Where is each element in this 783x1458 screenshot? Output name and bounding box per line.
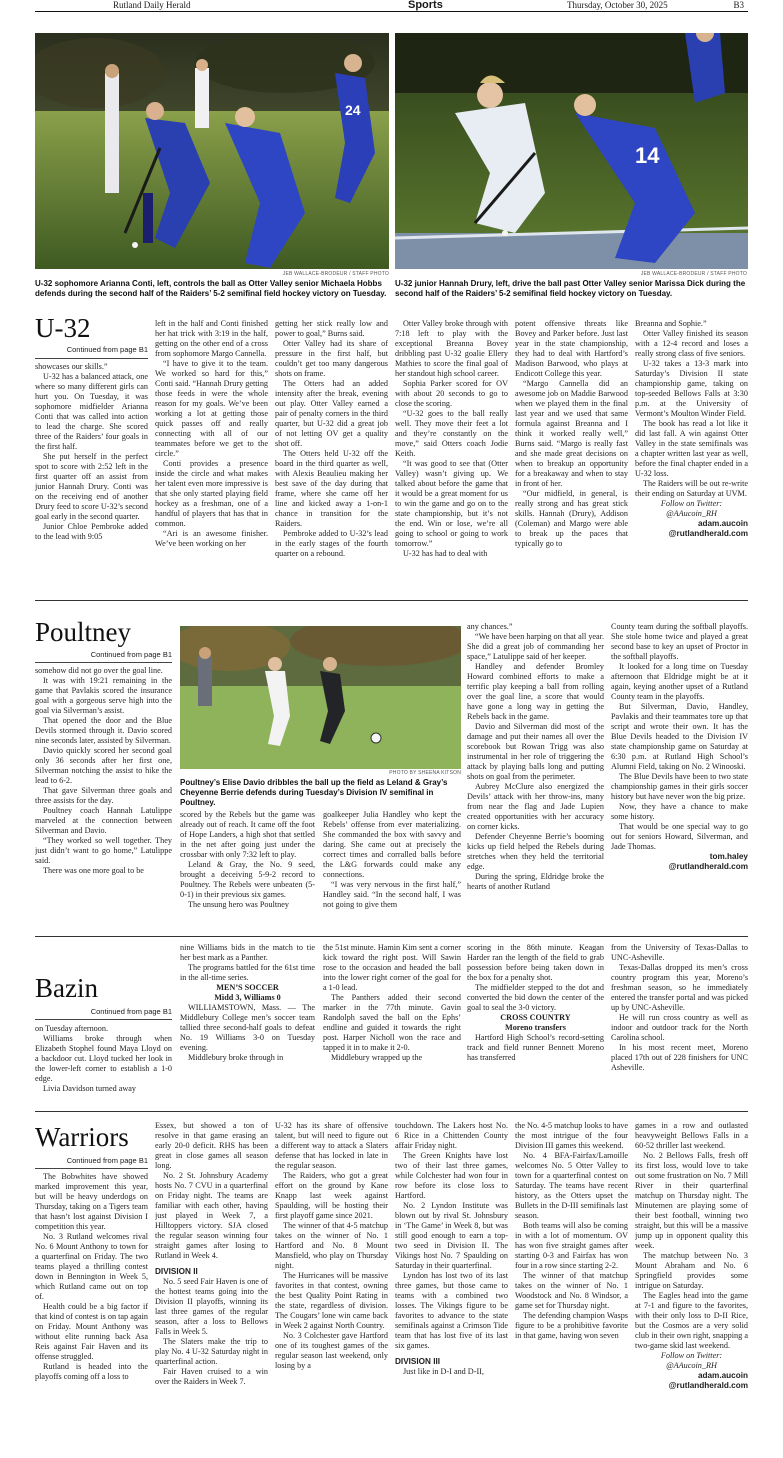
- subhead-cross-country: CROSS COUNTRY: [500, 1013, 571, 1022]
- paragraph: The winner of that 4-5 matchup takes on the winner of No. 1 Hartford and No. 8 Mount Mansfield, who play on Thursday night.: [275, 1221, 388, 1270]
- paragraph: Texas-Dallas dropped its men’s cross country program this year, Moreno’s freshman season, so he immediately entered the transfer portal and was picked up by UNC-Asheville.: [611, 963, 748, 1012]
- paragraph: The defending champion Wasps figure to be a prohibitive favorite in that game, having won seven: [515, 1311, 628, 1340]
- headline-rule: [35, 1019, 172, 1020]
- bazin-column-1: [35, 1024, 172, 1104]
- paragraph: nine Williams bids in the match to tie her best mark as a Panther.: [180, 943, 315, 962]
- paragraph: The Slaters make the trip to play No. 4 U-32 Saturday night in quarterfinal action.: [155, 1337, 268, 1366]
- bazin-column-5: [611, 943, 748, 1104]
- paragraph: Aubrey McClure also energized the Devils’ attack with her throw-ins, many from near the flag and Jade Lupien created opportunities with her accuracy on corner kicks.: [467, 782, 604, 831]
- paragraph: Williams broke through when Elizabeth Stophel found Maya Lloyd on a backdoor cut. Lloyd tucked her look in the lower-left corner to establish a 1-0 edge.: [35, 1034, 172, 1083]
- paragraph: goalkeeper Julia Handley who kept the Rebels’ offense from ever materializing. She commanded the box with savvy and daring. She came out at precisely the correct times and corralled balls before the L&G forwards could make any connections.: [323, 810, 461, 879]
- byline-domain: @rutlandherald.com: [668, 862, 748, 871]
- paragraph: County team during the softball playoffs. She stole home twice and played a great second base to key an upset of Proctor in the softball playoffs.: [611, 622, 748, 661]
- paragraph: Poultney coach Hannah Latulippe marveled at the connection between Silverman and Davio.: [35, 806, 172, 835]
- paragraph: U-32 has its share of offensive talent, but will need to figure out a different way to attack a Slaters defense that has locked in late in the regular season.: [275, 1121, 388, 1170]
- paragraph: Sophia Parker scored for OV with about 20 seconds to go to close the scoring.: [395, 379, 508, 408]
- byline-domain: @rutlandherald.com: [668, 529, 748, 538]
- paragraph: Middlebury broke through in: [188, 1053, 284, 1062]
- page-header: [35, 0, 748, 12]
- paragraph: left in the half and Conti finished her hat trick with 3:19 in the half, getting on the other end of a cross from sophomore Margo Cannella.: [155, 319, 268, 358]
- photo-caption-3: Poultney’s Elise Davio dribbles the ball up the field as Leland & Gray’s Cheyenne Berrie defends during Tuesday’s Division IV semifinal in Poultney.: [180, 778, 448, 807]
- paragraph: The Bobwhites have showed marked improvement this year, but will be heavy underdogs on Thursday, taking on a Tigers team that hasn’t lost against Division I competition this year.: [35, 1172, 148, 1231]
- paragraph: Handley and defender Bromley Howard combined efforts to make a terrific play keeping a ball from rolling over the goal line, a score that would have gone a long way in getting the Rebels back in the game.: [467, 662, 604, 721]
- paragraph: No. 3 Colchester gave Hartford one of its toughest games of the regular season last weekend, only losing by a: [275, 1331, 388, 1370]
- story-divider: [35, 600, 748, 601]
- paragraph: “Our midfield, in general, is really strong and has great stick skills. Hannah (Drury), Addison (Coleman) and Margo were able to break up the paces that typically go to: [515, 489, 628, 548]
- paragraph: The matchup between No. 3 Mount Abraham and No. 6 Springfield provides some intrigue on Saturday.: [635, 1251, 748, 1290]
- section-name: Sports: [408, 0, 443, 11]
- subhead-score: Midd 3, Williams 0: [214, 993, 281, 1002]
- warriors-column-1: [35, 1172, 148, 1456]
- warriors-column-4: [395, 1121, 508, 1456]
- paragraph: U-32 has had to deal with: [403, 549, 488, 558]
- paragraph: showcases our skills.”: [35, 362, 108, 371]
- paragraph: scoring in the 86th minute. Keagan Harder ran the length of the field to grab possession before being taken down in the box for a penalty shot.: [467, 943, 604, 982]
- paragraph: The unsung hero was Poultney: [188, 900, 289, 909]
- twitter-handle: Follow on Twitter: @AAucoin_RH: [660, 1351, 723, 1370]
- u32-column-1: [35, 362, 148, 590]
- paragraph: No. 2 Bellows Falls, fresh off its first loss, would love to take out some frustration on No. 7 Mill River in their quarterfinal matchup on Thursday night. The Minutemen are playing some of their best football, winning two straight, but this will be a massive jump up in opponent quality this week.: [635, 1151, 748, 1250]
- headline-poultney: Poultney: [35, 617, 132, 647]
- issue-date: Thursday, October 30, 2025: [567, 0, 668, 10]
- paragraph: getting her stick really low and power to goal,” Burns said.: [275, 319, 388, 338]
- paragraph: During the spring, Eldridge broke the hearts of another Rutland: [467, 872, 604, 891]
- paragraph: Pembroke added to U-32’s lead in the early stages of the fourth quarter on a rebound.: [275, 529, 388, 558]
- paragraph: She put herself in the perfect spot to score with 2:52 left in the first quarter off an assist from junior Hannah Drury. Conti was on the receiving end of another Drury feed to score U-32’s second goal early in the second quarter.: [35, 452, 148, 521]
- paragraph: “They worked so well together. They just didn’t want to go home,” Latulippe said.: [35, 836, 172, 865]
- headline-rule: [35, 1168, 148, 1169]
- paragraph: U-32 takes a 13-3 mark into Saturday’s Division II state championship game, taking on top-seeded Bellows Falls at 3:30 p.m. at the University of Vermont’s Moulton Winder Field.: [635, 359, 748, 418]
- byline-domain: @rutlandherald.com: [668, 1381, 748, 1390]
- paragraph: Junior Chloe Pembroke added to the lead with 9:05: [35, 522, 148, 541]
- paragraph: No. 3 Rutland welcomes rival No. 6 Mount Anthony to town for a quarterfinal on Friday. The two teams played a thrilling contest down in Bennington in Week 5, which Rutland came out on top of.: [35, 1232, 148, 1301]
- paragraph: That would be one special way to go out for seniors Howard, Silverman, and Jade Thomas.: [611, 822, 748, 851]
- photo-caption-1: U-32 sophomore Arianna Conti, left, controls the ball as Otter Valley senior Michaela Hobbs defends during the second half of the Raiders’ 5-2 semifinal field hockey victory on Tuesday.: [35, 279, 387, 298]
- paragraph: No. 2 Lyndon Institute was blown out by rival St. Johnsbury in ‘The Game’ in Week 8, but was still good enough to earn a top-two seed in Division II. The Vikings host No. 7 Spaulding on Saturday in their quarterfinal.: [395, 1201, 508, 1270]
- paragraph: The midfielder stepped to the dot and converted the bid down the center of the goal to seal the 3-0 victory.: [467, 983, 604, 1012]
- u32-column-6: [635, 319, 748, 589]
- story-divider: [35, 1111, 748, 1112]
- paragraph: “Ari is an awesome finisher. We’ve been working on her: [155, 529, 268, 548]
- paragraph: In his most recent meet, Moreno placed 17th out of 228 finishers for UNC Asheville.: [611, 1043, 748, 1072]
- bazin-column-4: [467, 943, 604, 1104]
- byline-email: adam.aucoin: [697, 1371, 748, 1380]
- photo-caption-2: U-32 junior Hannah Drury, left, drive the ball past Otter Valley senior Marissa Dick during the second half of the Raiders’ 5-2 semifinal field hockey victory on Tuesday.: [395, 279, 746, 298]
- paragraph: No. 4 BFA-Fairfax/Lamoille welcomes No. 5 Otter Valley to town for a quarterfinal contest on Saturday. The teams have recent history, as the Otters upset the Bullets in the D-III semifinals last season.: [515, 1151, 628, 1220]
- photo-field-hockey-2: [395, 33, 748, 269]
- paragraph: The Eagles head into the game at 7-1 and figure to the favorites, with their only loss to D-II Rice, but the Cosmos are a very solid club in their own right, snapping a two-game skid last weekend.: [635, 1291, 748, 1350]
- byline-email: tom.haley: [709, 852, 748, 861]
- paragraph: from the University of Texas-Dallas to UNC-Asheville.: [611, 943, 748, 962]
- poultney-column-3: [323, 810, 461, 930]
- field-hockey-scene-1: [35, 33, 389, 269]
- paragraph: U-32 has a balanced attack, one where so many different girls can hurt you. On Tuesday, it was sophomore midfielder Arianna Conti that was called into action to lead the charge. She scored three of the Raiders’ four goals in the first half.: [35, 372, 148, 451]
- paragraph: on Tuesday afternoon.: [35, 1024, 108, 1033]
- headline-rule: [35, 358, 148, 359]
- paragraph: “I was very nervous in the first half,” Handley said. “In the second half, I was not going to give them: [323, 880, 461, 909]
- paragraph: Hartford High School’s record-setting track and field runner Bennett Moreno has transferred: [467, 1033, 604, 1062]
- paragraph: Otter Valley finished its season with a 12-4 record and loses a really strong class of five seniors.: [635, 329, 748, 358]
- headline-rule: [35, 662, 172, 663]
- paragraph: games in a row and outlasted heavyweight Bellows Falls in a 60-52 thriller last weekend.: [635, 1121, 748, 1150]
- paragraph: That gave Silverman three goals and three assists for the day.: [35, 786, 172, 805]
- paragraph: “We have been harping on that all year. She did a great job of commanding her space,” Latulippe said of her keeper.: [467, 632, 604, 661]
- u32-column-4: [395, 319, 508, 589]
- paragraph: The Panthers added their second marker in the 77th minute. Gavin Randolph saved the ball on the Ephs’ endline and guided it towards the right post. Harper Nicholl won the race and tapped it in to make it 2-0.: [323, 993, 461, 1052]
- headline-warriors: Warriors: [35, 1122, 129, 1152]
- paragraph: “Margo Cannella did an awesome job on Maddie Barwood when we played them in the final last year and we used that same formula against Breanna and I think it worked really well,” Burns said. “Margo is really fast and she made great decisions on when to breakup an opportunity for a breakaway and when to stay in front of her.: [515, 379, 628, 488]
- paragraph: The Otters had an added intensity after the break, evening out play. Otter Valley earned a pair of penalty corners in the third quarter, but U-32 did a great job of not letting OV get a quality shot off.: [275, 379, 388, 448]
- paragraph: No. 5 seed Fair Haven is one of the hottest teams going into the Division II playoffs, winning its last three games of the regular season, after a loss to Bellows Falls in Week 5.: [155, 1277, 268, 1336]
- twitter-handle: Follow on Twitter: @AAucoin_RH: [660, 499, 723, 518]
- paragraph: The Green Knights have lost two of their last three games, while Colchester had won four in row before its close loss to Hartford.: [395, 1151, 508, 1200]
- soccer-scene: [180, 626, 461, 769]
- photo-credit-1: JEB WALLACE-BRODEUR / STAFF PHOTO: [282, 271, 389, 277]
- paragraph: scored by the Rebels but the game was already out of reach. It came off the foot of Hope Landers, a high shot that settled in the net after going just under the crossbar with only 7:32 left to play.: [180, 810, 315, 859]
- poultney-column-4: [467, 622, 604, 930]
- paragraph: Rutland is headed into the playoffs coming off a loss to: [35, 1362, 148, 1381]
- u32-column-3: [275, 319, 388, 589]
- paragraph: The book has read a lot like it did last fall. A win against Otter Valley in the state semifinals was a chapter written last year as well, before the final chapter ended in a U-32 loss.: [635, 419, 748, 478]
- subhead-mens-soccer: MEN’S SOCCER: [216, 983, 279, 992]
- paragraph: Both teams will also be coming in with a lot of momentum. OV has won five straight games after starting 0-3 and Fairfax has won four in a row since starting 2-2.: [515, 1221, 628, 1270]
- field-hockey-scene-2: [395, 33, 748, 269]
- paragraph: The programs battled for the 61st time in the all-time series.: [180, 963, 315, 982]
- paragraph: potent offensive threats like Bovey and Parker before. Just last year in the state championship, they had to deal with Hartford’s Madison Barwood, who plays at Endicott College this year.: [515, 319, 628, 378]
- paragraph: The Otters held U-32 off the board in the third quarter as well, with Alexis Beaulieu making her best save of the day during that frame, where she came off her line and kicked away a 1-on-1 chance in transition for the Raiders.: [275, 449, 388, 528]
- paragraph: Davio quickly scored her second goal only 36 seconds after her first one, Silverman notching the assist to hike the lead to 6-2.: [35, 746, 172, 785]
- paragraph: He will run cross country as well as indoor and outdoor track for the North Carolina school.: [611, 1013, 748, 1042]
- paragraph: the No. 4-5 matchup looks to have the most intrigue of the four Division III games this weekend.: [515, 1121, 628, 1150]
- paragraph: It was with 19:21 remaining in the game that Pavlakis scored the insurance goal with a gorgeous serve high into the goal via Silverman’s assist.: [35, 676, 172, 715]
- paragraph: “It was good to see that (Otter Valley) wasn’t giving up. We talked about before the game that it would be a great moment for us to win the game and go on to the state championship, but it’s not the end. Win or lose, we’re all going to school or going to work tomorrow.”: [395, 459, 508, 548]
- paragraph: Health could be a big factor if that kind of contest is on tap again on Friday. Mount Anthony was without elite running back Asa Reis against Fair Haven and its offense struggled.: [35, 1302, 148, 1361]
- photo-soccer-poultney: [180, 626, 461, 769]
- continued-from-warriors: Continued from page B1: [66, 1156, 148, 1165]
- paragraph: somehow did not go over the goal line.: [35, 666, 163, 675]
- paragraph: But Silverman, Davio, Handley, Pavlakis and their teammates tore up that script and wrote their own. It has the Blue Devils headed to the Division IV state championship game on Saturday at 6:30 p.m. at Rutland High School’s Alumni Field, taking on No. 2 Winooski.: [611, 702, 748, 771]
- continued-from-u32: Continued from page B1: [66, 345, 148, 354]
- subhead-division-iii: DIVISION III: [395, 1357, 441, 1366]
- paragraph: Fair Haven cruised to a win over the Raiders in Week 7.: [155, 1367, 268, 1386]
- paragraph: Livia Davidson turned away: [43, 1084, 136, 1093]
- paragraph: Essex, but showed a ton of resolve in that game erasing an early 20-0 deficit. RHS has been great in close games all season long.: [155, 1121, 268, 1170]
- warriors-column-5: [515, 1121, 628, 1456]
- jersey-number-14: 14: [635, 143, 660, 168]
- continued-from-bazin: Continued from page B1: [90, 1007, 172, 1016]
- poultney-column-1: [35, 666, 172, 930]
- paragraph: Otter Valley broke through with 7:18 left to play with the exceptional Breanna Bovey dribbling past U-32 goalie Ellery Mathies to score the final goal of her standout high school career.: [395, 319, 508, 378]
- paragraph: No. 2 St. Johnsbury Academy hosts No. 7 CVU in a quarterfinal on Friday night. The teams are familiar with each other, having just played in Week 7, a Hilltoppers victory. SJA closed the regular season winning four straight games after losing to Rutland in Week 4.: [155, 1171, 268, 1260]
- paragraph: There was one more goal to be: [43, 866, 144, 875]
- paragraph: The Raiders will be out re-write their ending on Saturday at UVM.: [635, 479, 748, 498]
- poultney-column-2: [180, 810, 315, 930]
- paragraph: any chances.”: [467, 622, 513, 631]
- u32-column-5: [515, 319, 628, 589]
- story-divider: [35, 936, 748, 937]
- paragraph: Davio and Silverman did most of the damage and put their names all over the scorebook but Rowan Trigg was also instrumental in her role of triggering the attack by playing balls long and putting shots on goal from the perimeter.: [467, 722, 604, 781]
- paragraph: The Hurricanes will be massive favorites in that contest, owning the best Quality Point Rating in the state, regardless of division. The Cougars’ lone win came back in Week 2 against North Country.: [275, 1271, 388, 1330]
- paragraph: Leland & Gray, the No. 9 seed, brought a deceiving 5-9-2 record to Poultney. The Rebels were unbeaten (5-0-1) in their previous six games.: [180, 860, 315, 899]
- photo-credit-3: PHOTO BY SHEENA KITSON: [389, 770, 461, 776]
- paragraph: That opened the door and the Blue Devils stormed through it. Davio scored nine seconds later, assisted by Silverman.: [35, 716, 172, 745]
- newspaper-name: Rutland Daily Herald: [113, 0, 191, 10]
- paragraph: touchdown. The Lakers host No. 6 Rice in a Chittenden County affair Friday night.: [395, 1121, 508, 1150]
- paragraph: WILLIAMSTOWN, Mass. — The Middlebury College men’s soccer team tallied three second-half goals to defeat No. 19 Williams 3-0 on Tuesday evening.: [180, 1003, 315, 1052]
- paragraph: It looked for a long time on Tuesday afternoon that Eldridge might be at it again, keying another upset of a Rutland County team in the playoffs.: [611, 662, 748, 701]
- poultney-column-5: [611, 622, 748, 930]
- subhead-moreno: Moreno transfers: [504, 1023, 566, 1032]
- paragraph: The Raiders, who got a great effort on the ground by Kane Knapp last week against Spaulding, will be hosting their first playoff game since 2021.: [275, 1171, 388, 1220]
- paragraph: Conti provides a presence inside the circle and what makes her talent even more impressive is that she only started playing field hockey as a freshman, one of a handful of players that has that in common.: [155, 459, 268, 528]
- page-number: B3: [733, 0, 744, 10]
- bazin-column-3: [323, 943, 461, 1104]
- paragraph: Breanna and Sophie.”: [635, 319, 707, 328]
- continued-from-poultney: Continued from page B1: [90, 650, 172, 659]
- warriors-column-3: [275, 1121, 388, 1456]
- paragraph: Just like in D-I and D-II,: [403, 1367, 484, 1376]
- paragraph: Lyndon has lost two of its last three games, but those came to teams with a combined two losses. The Vikings figure to be favorites to advance to the state semifinals against a Crimson Tide team that has lost five of its last six games.: [395, 1271, 508, 1350]
- paragraph: The winner of that matchup takes on the winner of No. 1 Woodstock and No. 8 Windsor, a game set for Thursday night.: [515, 1271, 628, 1310]
- paragraph: The Blue Devils have been to two state championship games in their girls soccer history but have never won the big prize.: [611, 772, 748, 801]
- warriors-column-6: [635, 1121, 748, 1456]
- subhead-division-ii: DIVISION II: [155, 1267, 198, 1276]
- bazin-column-2: [180, 943, 315, 1104]
- paragraph: Otter Valley had its share of pressure in the first half, but couldn’t get too many dangerous shots on frame.: [275, 339, 388, 378]
- jersey-number-24: 24: [345, 102, 361, 118]
- headline-u32: U-32: [35, 313, 91, 343]
- paragraph: “U-32 goes to the ball really well. They move their feet a lot and they’re constantly on the move,” said Otters coach Jodie Keith.: [395, 409, 508, 458]
- headline-bazin: Bazin: [35, 973, 98, 1003]
- paragraph: Defender Cheyenne Berrie’s booming kicks up field helped the Rebels during stretches when they held the territorial edge.: [467, 832, 604, 871]
- paragraph: Now, they have a chance to make some history.: [611, 802, 748, 821]
- paragraph: the 51st minute. Hamin Kim sent a corner kick toward the right post. Will Sawin rose to the occasion and headed the ball into the lower right corner of the goal for a 1-0 lead.: [323, 943, 461, 992]
- paragraph: Middlebury wrapped up the: [331, 1053, 423, 1062]
- byline-email: adam.aucoin: [697, 519, 748, 528]
- photo-field-hockey-1: [35, 33, 389, 269]
- warriors-column-2: [155, 1121, 268, 1456]
- paragraph: “I have to give it to the team. We worked so hard for this,” Conti said. “Hannah Drury getting those feeds in were the whole reason for my goals. We’ve been working a lot at getting those quick passes off and really connecting with all of our teammates before we get to the circle.”: [155, 359, 268, 458]
- u32-column-2: [155, 319, 268, 589]
- photo-credit-2: JEB WALLACE-BRODEUR / STAFF PHOTO: [640, 271, 747, 277]
